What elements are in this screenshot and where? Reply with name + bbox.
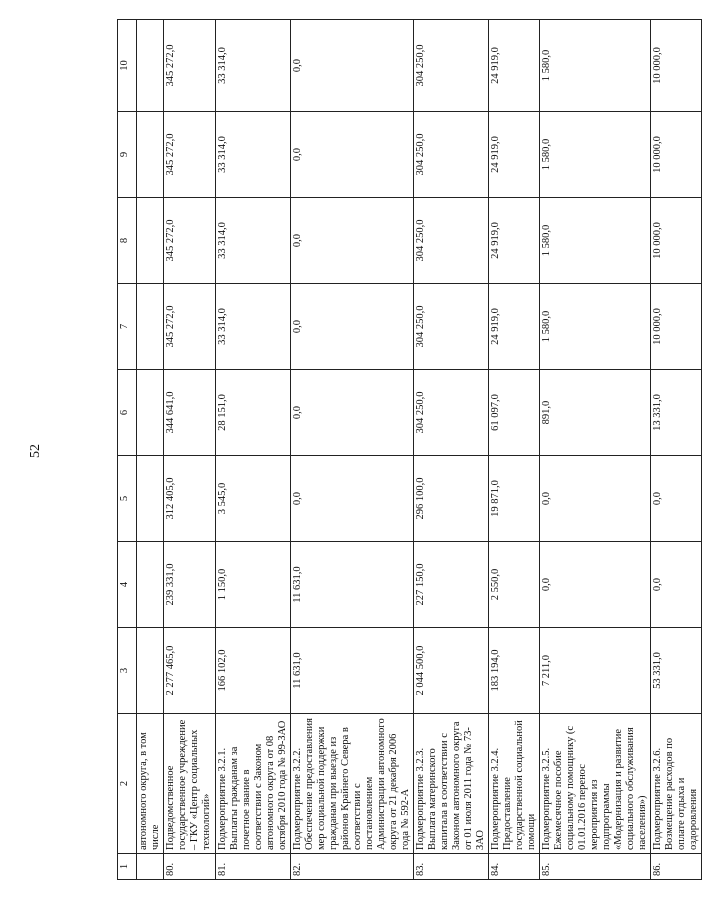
table-row: [216, 20, 291, 880]
cell-value: 1 580,0: [540, 198, 651, 284]
cell-value: 0,0: [291, 20, 414, 112]
row-name: Подведомственное государственное учреждение – ГКУ «Центр социальных технологий»: [164, 714, 216, 854]
column-number: 9: [118, 112, 137, 198]
cell-value: 304 250,0: [414, 370, 489, 456]
cell-value: 10 000,0: [651, 112, 702, 198]
column-number: 6: [118, 370, 137, 456]
table-row: [164, 20, 216, 880]
cell-value: 0,0: [540, 456, 651, 542]
column-number: 8: [118, 198, 137, 284]
budget-table: [117, 19, 702, 880]
cell-value: 0,0: [651, 456, 702, 542]
row-number: 83.: [414, 854, 489, 880]
column-number: 3: [118, 628, 137, 714]
table-row: [414, 20, 489, 880]
cell-value: 10 000,0: [651, 284, 702, 370]
cell-value: 33 314,0: [216, 198, 291, 284]
cell-value: 304 250,0: [414, 112, 489, 198]
cell-value: 28 151,0: [216, 370, 291, 456]
cell-value: 345 272,0: [164, 198, 216, 284]
page-number: 52: [28, 444, 43, 458]
row-number: 81.: [216, 854, 291, 880]
row-number: 82.: [291, 854, 414, 880]
column-number-row: [118, 20, 137, 880]
table-row: [291, 20, 414, 880]
cell-value: 1 150,0: [216, 542, 291, 628]
cell-value: 0,0: [291, 456, 414, 542]
column-number: 2: [118, 714, 137, 854]
column-number: 4: [118, 542, 137, 628]
column-number: 10: [118, 20, 137, 112]
cell-value: 3 545,0: [216, 456, 291, 542]
cell-value: 33 314,0: [216, 284, 291, 370]
cell-value: 0,0: [291, 198, 414, 284]
cell-value: 53 331,0: [651, 628, 702, 714]
cell-value: 11 631,0: [291, 628, 414, 714]
cell-value: 19 871,0: [489, 456, 540, 542]
row-name: Подмероприятие 3.2.3. Выплата материнского капитала в соответствии с Законом автономного округа от 01 июля 2011 года № 73-ЗАО: [414, 714, 489, 854]
cell-value: 304 250,0: [414, 20, 489, 112]
cell-value: 1 580,0: [540, 284, 651, 370]
cell-value: 227 150,0: [414, 542, 489, 628]
cell-value: 312 405,0: [164, 456, 216, 542]
cell-value: 7 211,0: [540, 628, 651, 714]
table-row: [489, 20, 540, 880]
cell-value: 33 314,0: [216, 20, 291, 112]
cell-value: 304 250,0: [414, 198, 489, 284]
row-name: Подмероприятие 3.2.1. Выплаты гражданам за почетное звание в соответствии с Законом автономного округа от 08 октября 2010 года № 99-ЗАО: [216, 714, 291, 854]
cell-value: 61 097,0: [489, 370, 540, 456]
cell-value: 24 919,0: [489, 20, 540, 112]
row-number: 84.: [489, 854, 540, 880]
row-number: 86.: [651, 854, 702, 880]
column-number: 5: [118, 456, 137, 542]
cell-value: 24 919,0: [489, 198, 540, 284]
continuation-row: [137, 20, 164, 880]
cell-value: 304 250,0: [414, 284, 489, 370]
cell-value: 24 919,0: [489, 112, 540, 198]
cell-value: 11 631,0: [291, 542, 414, 628]
row-name: Подмероприятие 3.2.5. Ежемесячное пособие социальному помощнику (с 01.01.2016 перенос мероприятия из подпрограммы «Модернизация и развитие социального обслуживания населения»): [540, 714, 651, 854]
row-number: 80.: [164, 854, 216, 880]
cell-value: 345 272,0: [164, 20, 216, 112]
cell-value: 10 000,0: [651, 20, 702, 112]
row-number: 85.: [540, 854, 651, 880]
column-number: 7: [118, 284, 137, 370]
cell-value: 33 314,0: [216, 112, 291, 198]
cell-value: 296 100,0: [414, 456, 489, 542]
rotated-table-container: [117, 20, 699, 880]
cell-value: 345 272,0: [164, 284, 216, 370]
cell-value: 2 550,0: [489, 542, 540, 628]
row-name: Подмероприятие 3.2.2. Обеспечение предоставления мер социальной поддержки гражданам при выезде из районов Крайнего Севера в соответствии с постановлением Администрации автономного округа от 21 декабря 2006 года № 592-А: [291, 714, 414, 854]
cell-value: 2 277 465,0: [164, 628, 216, 714]
column-number: 1: [118, 854, 137, 880]
cell-value: 0,0: [651, 542, 702, 628]
cell-value: 0,0: [291, 370, 414, 456]
cell-value: 183 194,0: [489, 628, 540, 714]
cell-value: 239 331,0: [164, 542, 216, 628]
continuation-text: автономного округа, в том числе: [137, 714, 164, 854]
table-row: [651, 20, 702, 880]
cell-value: 2 044 500,0: [414, 628, 489, 714]
cell-value: 344 641,0: [164, 370, 216, 456]
cell-value: 0,0: [291, 112, 414, 198]
row-name: Подмероприятие 3.2.6. Возмещение расходов по оплате отдыха и оздоровления: [651, 714, 702, 854]
cell-value: 13 331,0: [651, 370, 702, 456]
cell-value: 10 000,0: [651, 198, 702, 284]
cell-value: 24 919,0: [489, 284, 540, 370]
cell-value: 0,0: [540, 542, 651, 628]
cell-value: 166 102,0: [216, 628, 291, 714]
table-row: [540, 20, 651, 880]
cell-value: 1 580,0: [540, 20, 651, 112]
row-name: Подмероприятие 3.2.4. Предоставление государственной социальной помощи: [489, 714, 540, 854]
cell-value: 891,0: [540, 370, 651, 456]
cell-value: 0,0: [291, 284, 414, 370]
cell-value: 345 272,0: [164, 112, 216, 198]
cell-value: 1 580,0: [540, 112, 651, 198]
